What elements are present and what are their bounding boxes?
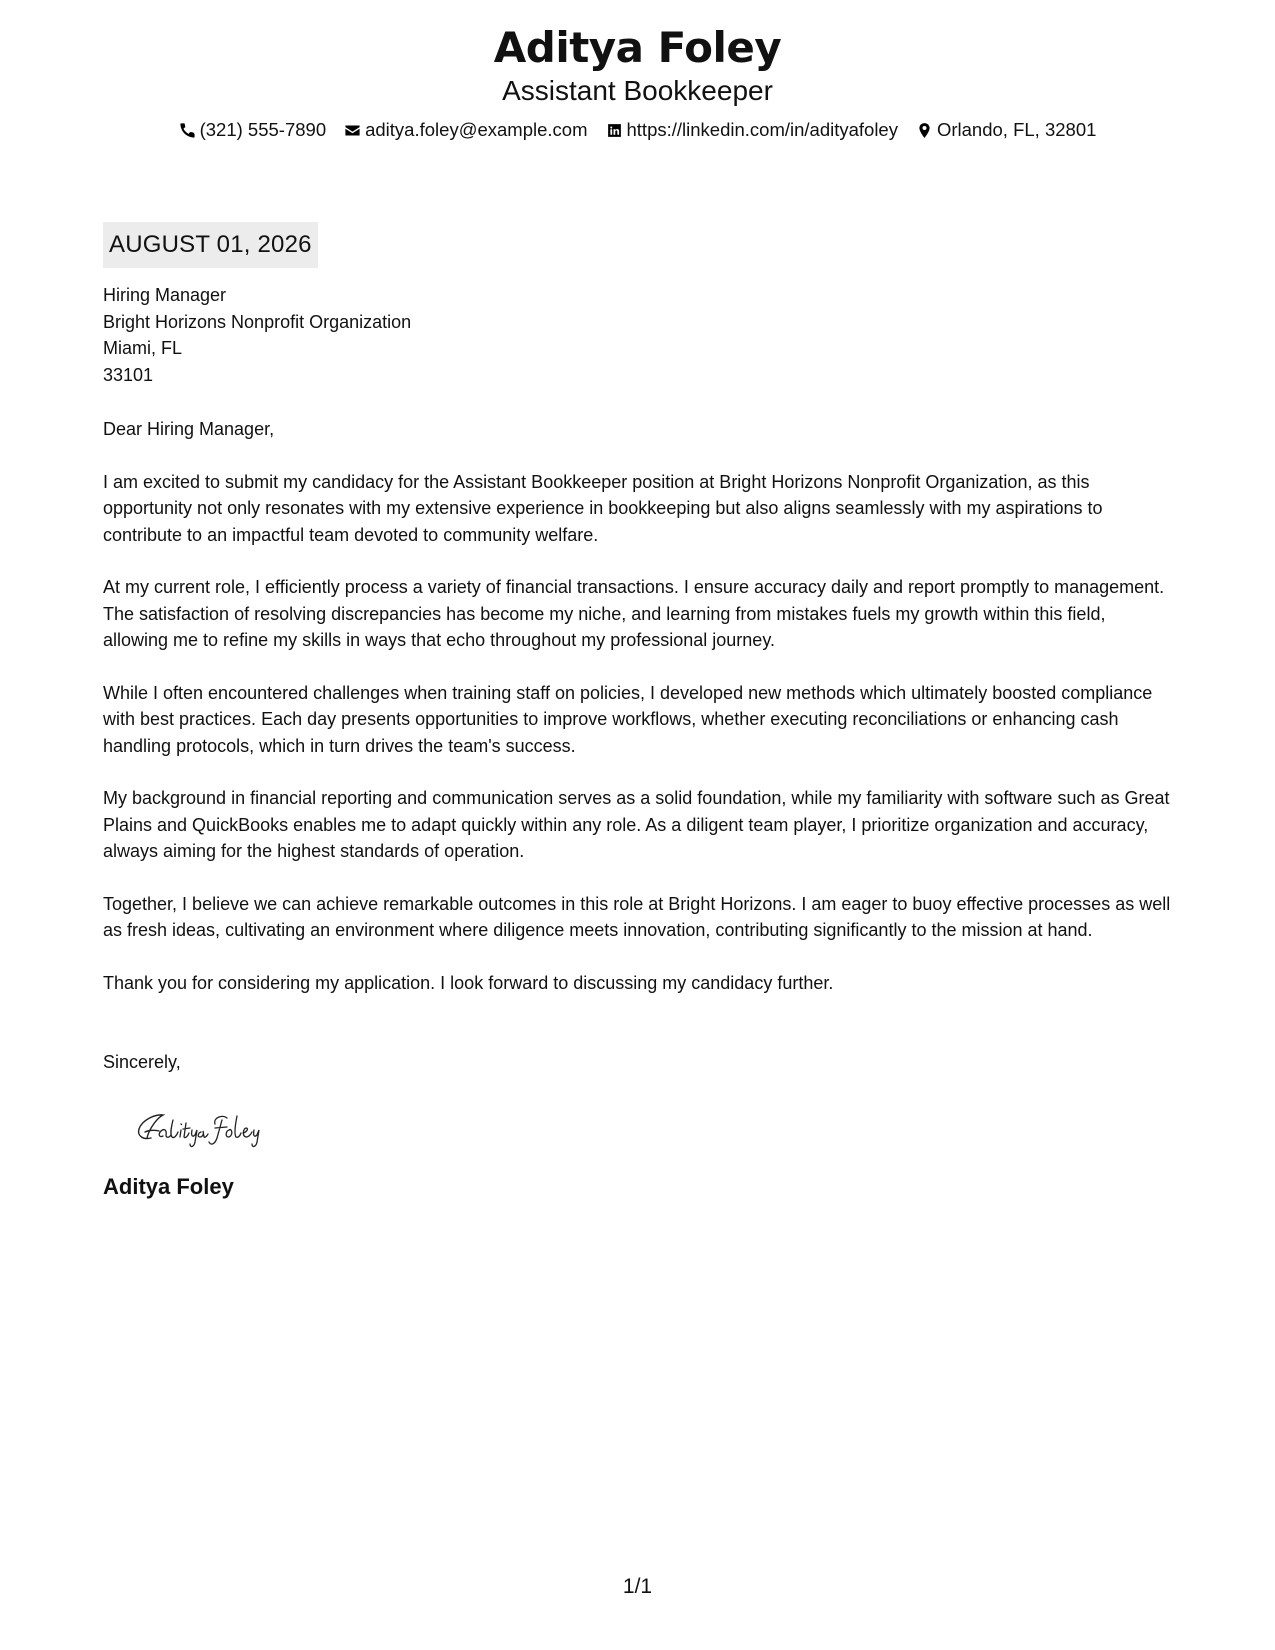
linkedin-text: https://linkedin.com/in/adityafoley: [626, 119, 898, 140]
body-paragraph-6: Thank you for considering my application. I look forward to discussing my candidacy further.: [103, 972, 834, 993]
contact-linkedin[interactable]: [606, 118, 898, 142]
letter-date: AUGUST 01, 2026: [103, 222, 318, 268]
recipient-city-state: Miami, FL: [103, 338, 183, 358]
body-paragraph-1: I am excited to submit my candidacy for the Assistant Bookkeeper position at Bright Horizons Nonprofit Organization, as this opportunity not only resonates with my extensive experience in bookkeeping but also aligns seamlessly with my aspirations to contribute to an impactful team devoted to community welfare.: [103, 471, 1103, 545]
envelope-icon: [344, 122, 361, 139]
email-text: aditya.foley@example.com: [365, 119, 588, 140]
handwritten-signature: [129, 1102, 339, 1154]
applicant-name: Aditya Foley: [493, 23, 782, 72]
recipient-organization: Bright Horizons Nonprofit Organization: [103, 311, 412, 332]
contact-phone: [179, 118, 327, 142]
recipient-zip: 33101: [103, 364, 154, 385]
body-paragraph-3: While I often encountered challenges when training staff on policies, I developed new methods which ultimately boosted compliance with best practices. Each day presents opportunities to improve workflows, whether executing reconciliations or enhancing cash handling protocols, which in turn drives the team's success.: [103, 682, 1153, 756]
body-paragraph-2: At my current role, I efficiently process a variety of financial transactions. I ensure accuracy daily and report promptly to management. The satisfaction of resolving discrepancies has become my niche, and learning from mistakes fuels my growth within this field, allowing me to refine my skills in ways that echo throughout my professional journey.: [103, 577, 1165, 650]
salutation: Dear Hiring Manager,: [103, 419, 275, 439]
body-paragraph-5: Together, I believe we can achieve remarkable outcomes in this role at Bright Horizons. I am eager to buoy effective processes as well as fresh ideas, cultivating an environment where diligence meets innovation, contributing significantly to the mission at hand.: [103, 893, 1171, 940]
signer-name: Aditya Foley: [103, 1174, 234, 1199]
letter-header: [0, 22, 1275, 142]
body-paragraph-4: My background in financial reporting and communication serves as a solid foundation, while my familiarity with software such as Great Plains and QuickBooks enables me to adapt quickly within any role. As a diligent team player, I prioritize organization and accuracy, always aiming for the highest standards of operation.: [103, 788, 1170, 861]
recipient-block: [103, 282, 1173, 388]
contact-location: [916, 118, 1096, 142]
phone-text: (321) 555-7890: [199, 119, 327, 140]
map-pin-icon: [916, 122, 933, 139]
location-text: Orlando, FL, 32801: [936, 119, 1097, 140]
phone-icon: [179, 122, 196, 139]
applicant-title: Assistant Bookkeeper: [502, 75, 773, 106]
linkedin-icon: [606, 122, 623, 139]
recipient-name: Hiring Manager: [103, 285, 227, 305]
contact-email[interactable]: [344, 118, 587, 142]
letter-body: [103, 222, 1173, 1201]
contact-bar: [0, 118, 1275, 142]
page-number: 1/1: [622, 1575, 653, 1598]
closing: Sincerely,: [103, 1052, 181, 1072]
